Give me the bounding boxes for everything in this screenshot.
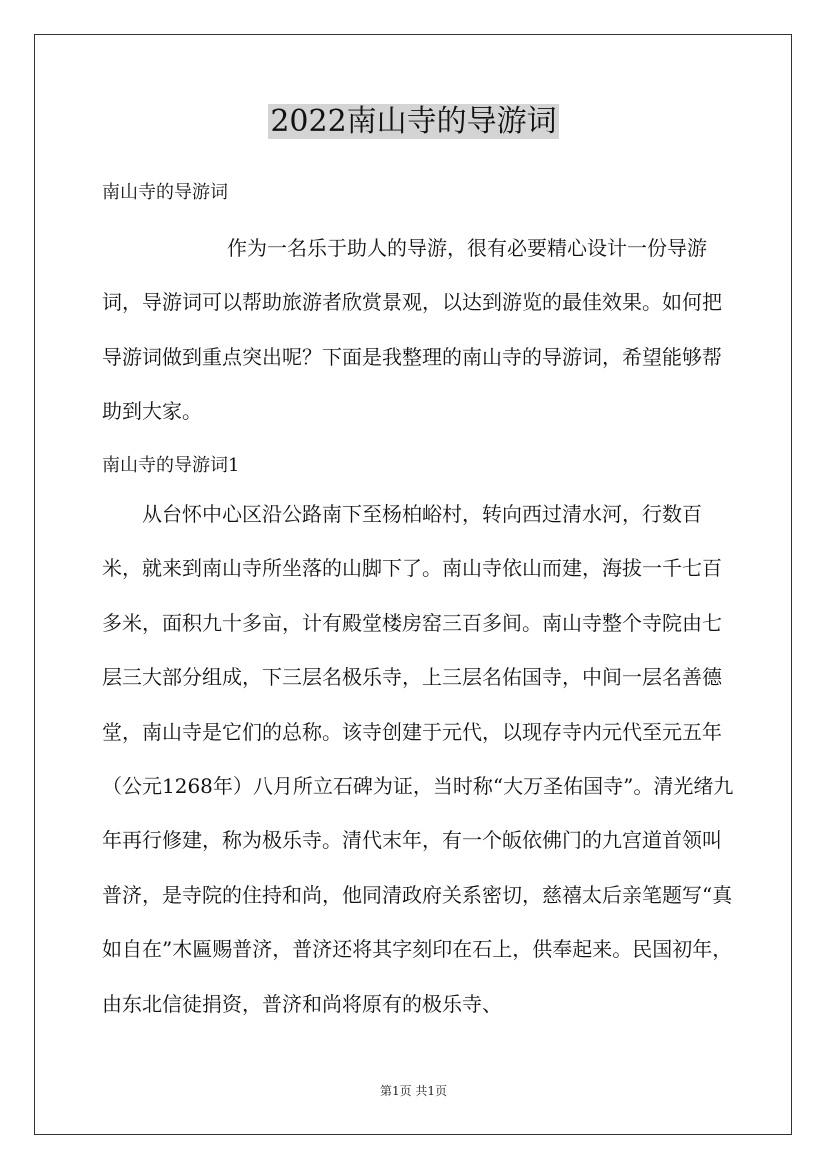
body-paragraph: 从台怀中心区沿公路南下至杨柏峪村，转向西过清水河，行数百米，就来到南山寺所坐落的山脚下了。南山寺依山而建，海拔一千七百多米，面积九十多亩，计有殿堂楼房窑三百多间。南山寺整个寺院由七层三大部分组成，下三层名极乐寺，上三层名佑国寺，中间一层名善德堂，南山寺是它们的总称。该寺创建于元代，以现存寺内元代至元五年（公元1268年）八月所立石碑为证，当时称“大万圣佑国寺”。清光绪九年再行修建，称为极乐寺。清代末年，有一个皈依佛门的九宫道首领叫普济，是寺院的住持和尚，他同清政府关系密切，慈禧太后亲笔题写“真如自在”木匾赐普济，普济还将其字刻印在石上，供奉起来。民国初年，由东北信徒捐资，普济和尚将原有的极乐寺、: [102, 502, 734, 1016]
intro-paragraph: 作为一名乐于助人的导游，很有必要精心设计一份导游词，导游词可以帮助旅游者欣赏景观，以达到游览的最佳效果。如何把导游词做到重点突出呢？下面是我整理的南山寺的导游词，希望能够帮助到大家。: [102, 236, 722, 424]
section-heading: 南山寺的导游词1: [102, 455, 240, 476]
document-title: [0, 100, 827, 144]
document-title-text: 2022南山寺的导游词: [270, 104, 557, 139]
document-subtitle: 南山寺的导游词: [102, 182, 228, 203]
page-footer: 第1页 共1页: [379, 1084, 448, 1098]
